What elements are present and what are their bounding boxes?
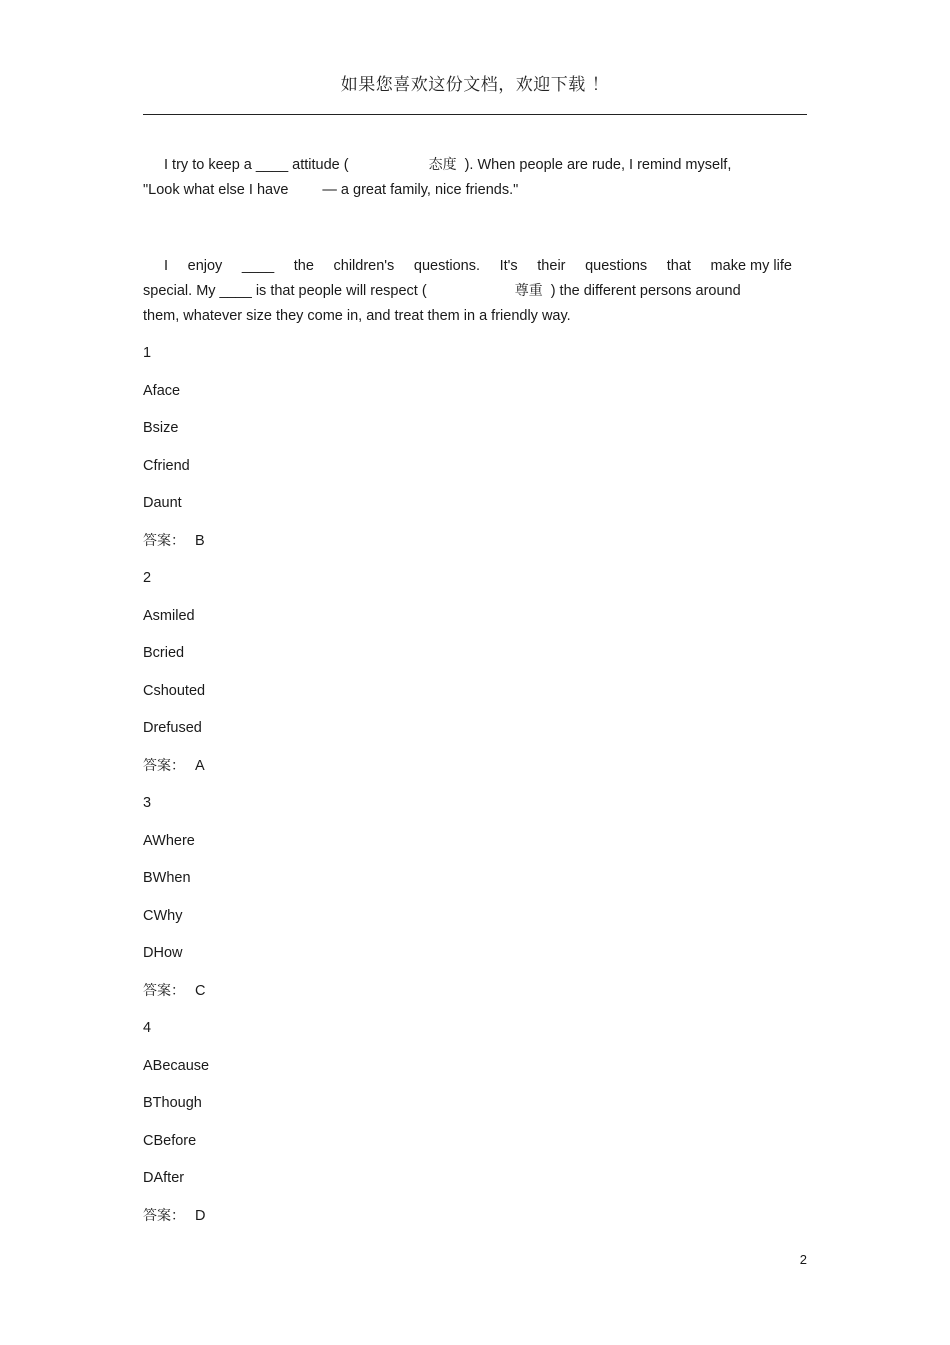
option-c: CWhy [143,907,183,924]
paragraph-2-cjk-word: 尊重 [514,283,543,299]
paragraph-2-word: make my life [710,258,792,274]
paragraph-2-line-2-text-b: ) the different persons around [550,283,741,299]
paragraph-1-line-2 [143,178,807,203]
paragraph-2-word: the [293,258,314,274]
option-b: Bsize [143,420,179,436]
option-a: Asmiled [143,607,195,624]
answer-value: D [195,1207,206,1224]
option-c: CBefore [143,1132,197,1149]
paragraph-2-line-2 [143,279,807,304]
paragraph-1-line-1 [143,153,807,178]
paragraph-1-line-1-text-b: ). When people are rude, I remind myself, [464,157,732,173]
option-d: DAfter [143,1170,185,1186]
answer-label: 答案： [143,982,185,999]
answer-row [143,1204,807,1242]
paragraph-2-word: questions. [413,258,481,274]
option-d: Daunt [143,495,182,511]
question-number: 2 [143,570,152,586]
answer-value: C [195,982,206,999]
paragraph-2-word: that [666,258,691,274]
page-number: 2 [799,1252,807,1267]
paragraph-1-line-2-text-b: — a great family, nice friends." [322,182,519,198]
option-a: Aface [143,382,181,399]
page-header-title: 如果您喜欢这份文档，欢迎下载 ！ [340,75,610,95]
paragraph-2-word: ____ [241,258,275,274]
paragraph-2-line-3: them, whatever size they come in, and treat them in a friendly way. [143,308,571,324]
option-c: Cfriend [143,457,190,474]
header-divider [143,114,807,115]
paragraph-2-word: I [164,258,169,274]
answer-label: 答案： [143,532,185,549]
paragraph-1 [143,153,807,203]
option-a: ABecause [143,1057,210,1074]
option-b: BWhen [143,870,191,886]
option-a: AWhere [143,832,195,849]
paragraph-1-line-1-text-a: I try to keep a ____ attitude ( [164,157,349,173]
answer-row [143,754,807,792]
option-d: Drefused [143,720,202,736]
paragraph-2-word: enjoy [187,258,223,274]
paragraph-2-line-1 [164,254,792,279]
question-number: 3 [143,795,152,811]
paragraph-2-word: their [537,258,566,274]
answer-value: B [195,532,205,549]
question-list [143,341,807,1241]
answer-value: A [195,757,205,774]
answer-row [143,979,807,1017]
option-c: Cshouted [143,682,206,699]
question-number: 1 [143,345,152,361]
paragraph-2-word: It's [499,258,518,274]
paragraph-1-cjk-word: 态度 [428,157,457,173]
answer-label: 答案： [143,1207,185,1224]
paragraph-2-word: questions [585,258,648,274]
paragraph-2-line-2-text-a: special. My ____ is that people will respect ( [143,283,427,299]
question-number: 4 [143,1020,152,1036]
paragraph-2 [143,254,807,329]
answer-label: 答案： [143,757,185,774]
option-b: Bcried [143,645,185,661]
answer-row [143,529,807,567]
option-b: BThough [143,1095,202,1111]
paragraph-1-line-2-text-a: "Look what else I have [143,182,289,198]
paragraph-2-word: children's [333,258,395,274]
option-d: DHow [143,945,183,961]
